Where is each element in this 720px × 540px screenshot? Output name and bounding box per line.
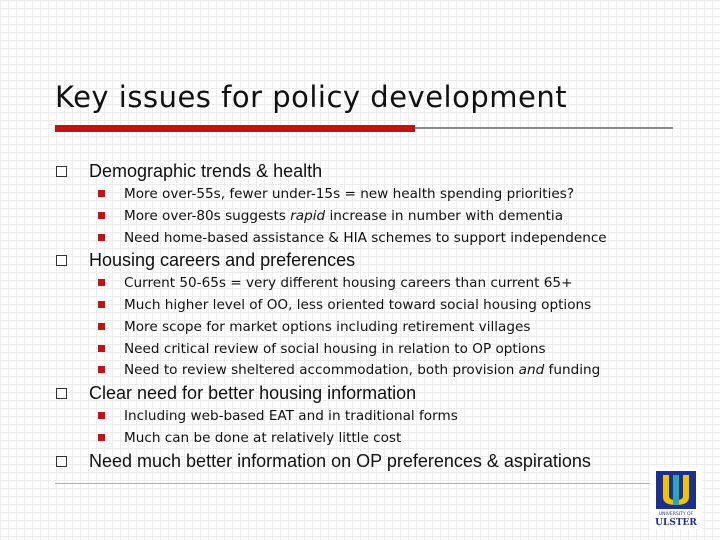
red-square-bullet-icon <box>98 366 105 373</box>
logo-top-text: UNIVERSITY OF <box>658 512 694 517</box>
title-underline-grey <box>415 127 673 129</box>
university-logo <box>650 467 702 529</box>
red-square-bullet-icon <box>98 323 105 330</box>
red-square-bullet-icon <box>98 190 105 197</box>
title-underline-red <box>55 125 415 132</box>
hollow-square-bullet-icon <box>56 166 67 177</box>
footer-divider <box>55 483 673 484</box>
hollow-square-bullet-icon <box>56 255 67 266</box>
red-square-bullet-icon <box>98 234 105 241</box>
slide-title: Key issues for policy development <box>55 80 568 114</box>
hollow-square-bullet-icon <box>56 456 67 467</box>
red-square-bullet-icon <box>98 345 105 352</box>
red-square-bullet-icon <box>98 301 105 308</box>
university-logo-icon <box>650 467 702 529</box>
red-square-bullet-icon <box>98 412 105 419</box>
hollow-square-bullet-icon <box>56 388 67 399</box>
red-square-bullet-icon <box>98 279 105 286</box>
logo-bottom-text: ULSTER <box>655 518 697 528</box>
red-square-bullet-icon <box>98 212 105 219</box>
red-square-bullet-icon <box>98 434 105 441</box>
